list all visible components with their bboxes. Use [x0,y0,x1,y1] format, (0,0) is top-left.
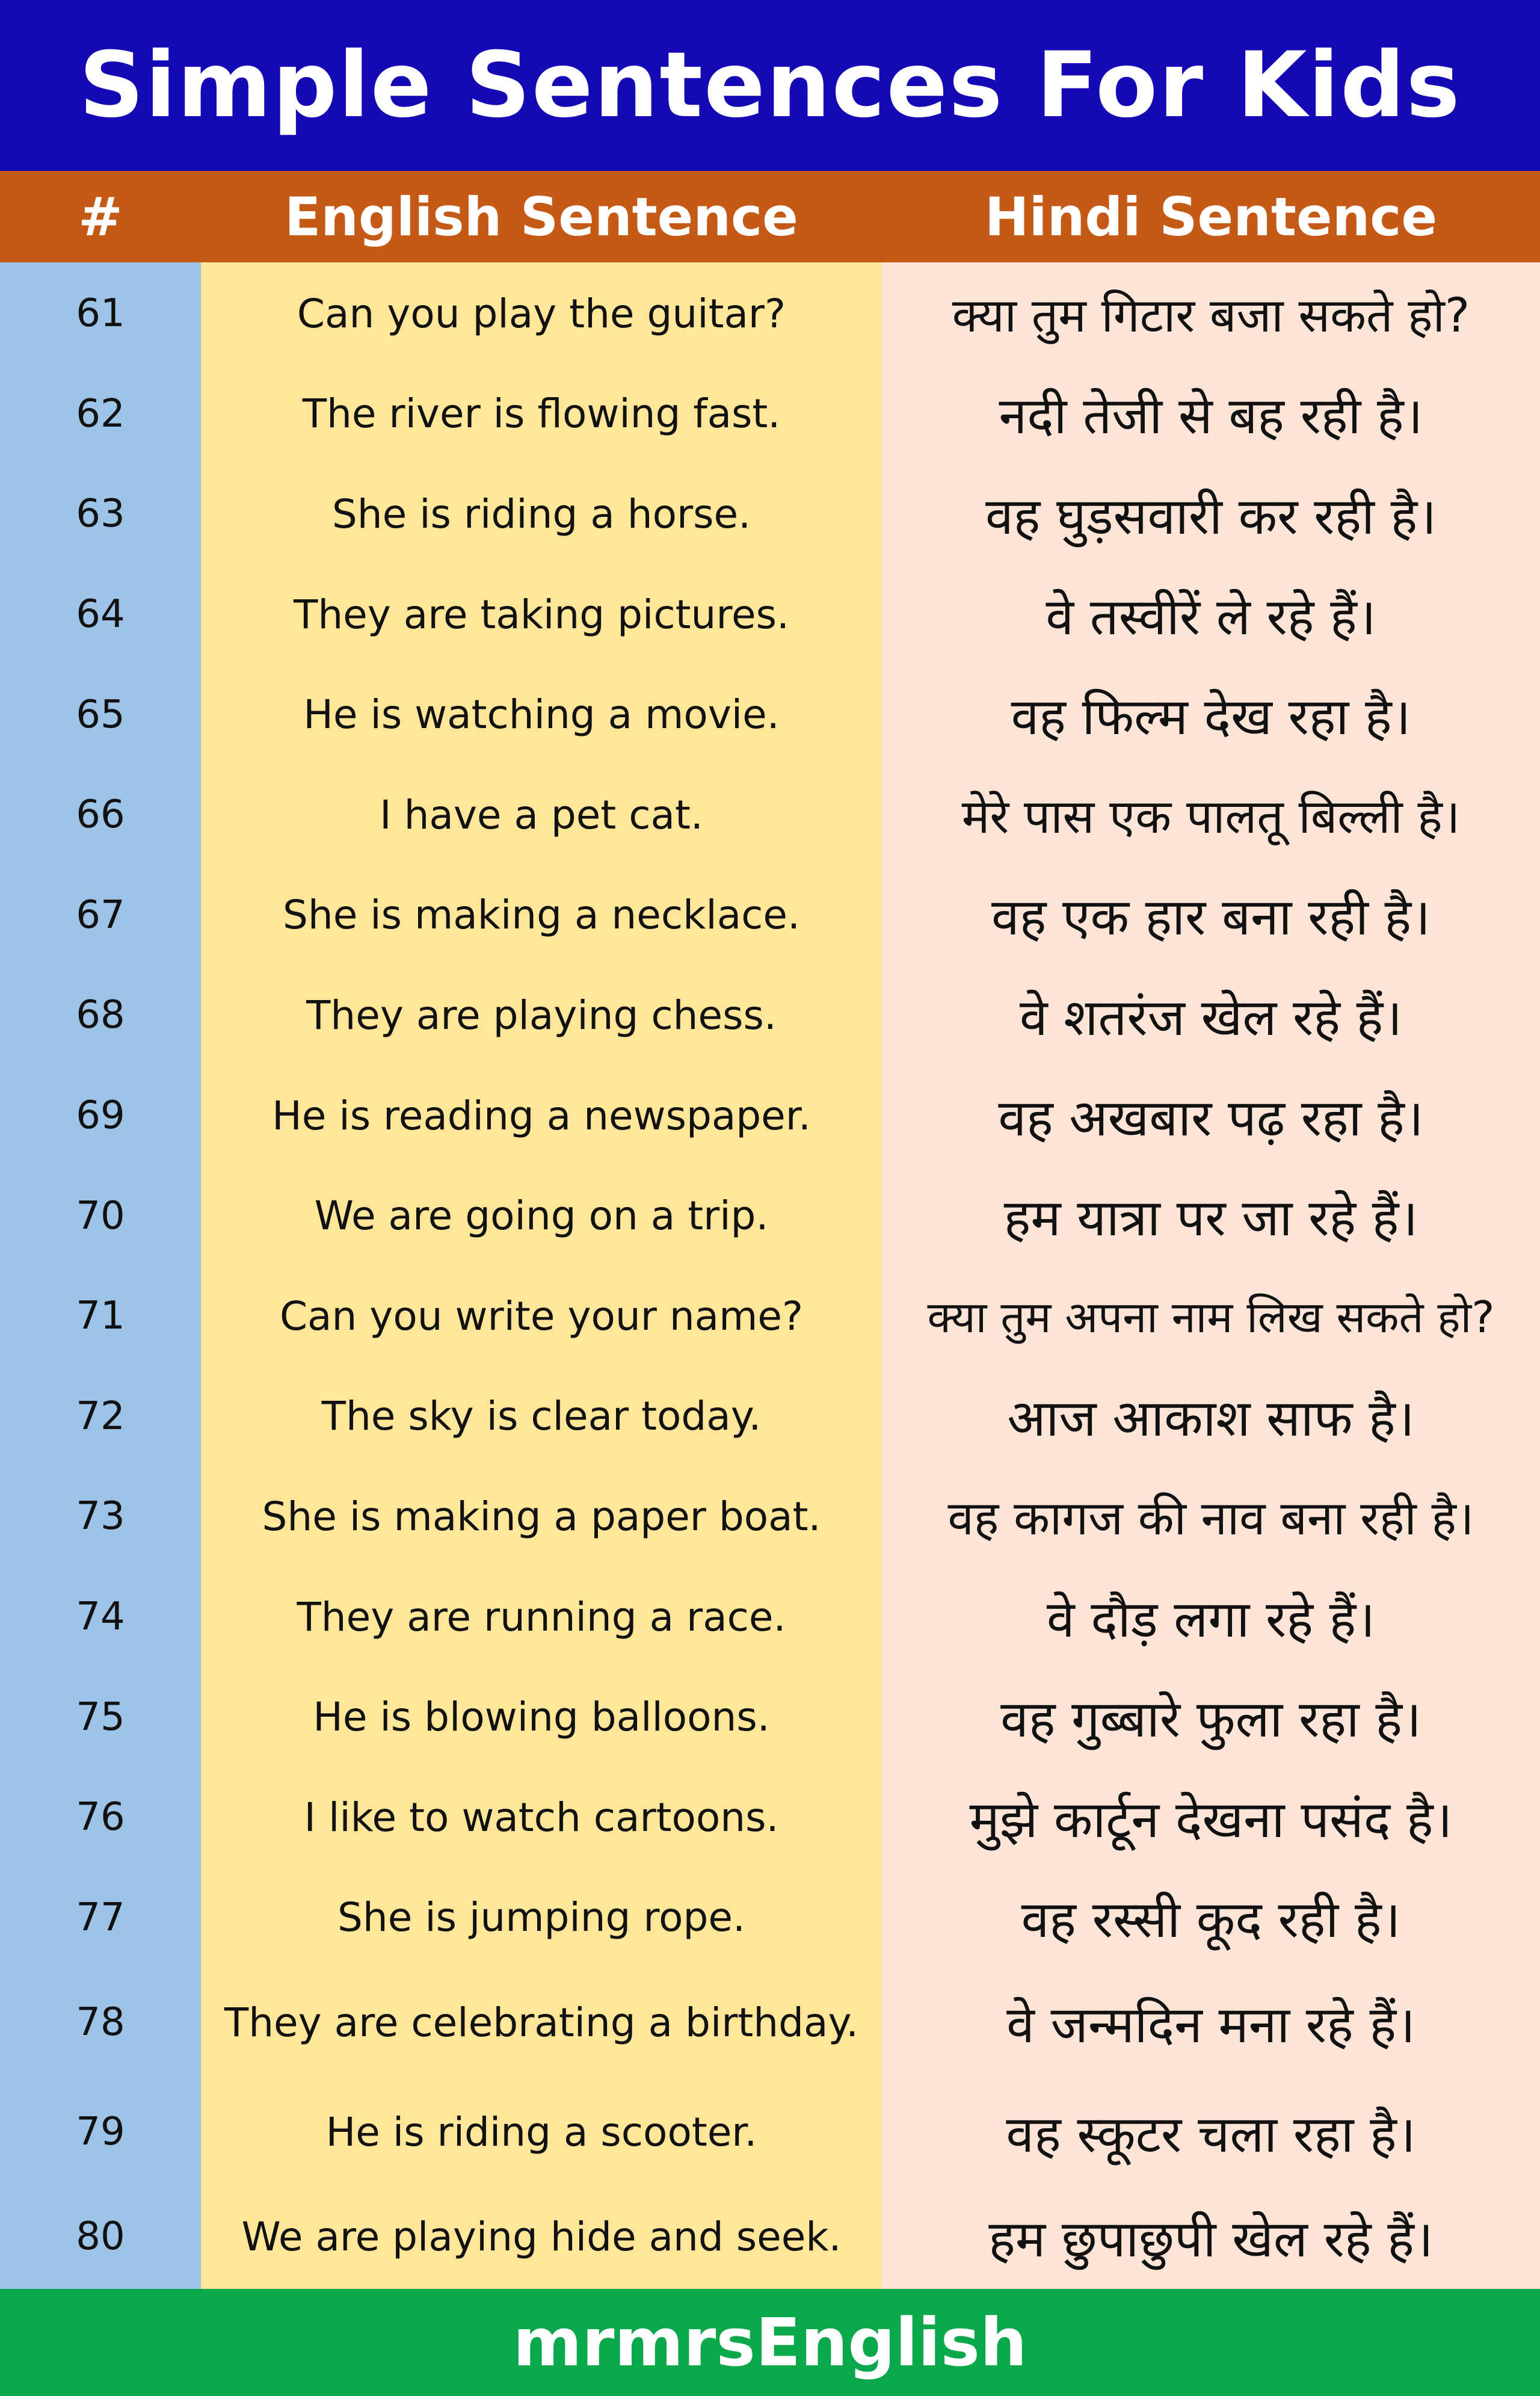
hindi-sentence: मेरे पास एक पालतू बिल्ली है। [961,790,1461,845]
table-row [0,1968,1540,2077]
row-number: 77 [76,1895,125,1940]
hindi-sentence: वे तस्वीरें ले रहे हैं। [1046,587,1376,646]
table-row [0,464,1540,564]
english-sentence: They are taking pictures. [294,591,789,638]
table-row [0,564,1540,665]
hindi-sentence: वह अखबार पढ़ रहा है। [998,1088,1424,1147]
row-number: 69 [76,1093,125,1138]
english-sentence: He is blowing balloons. [313,1694,770,1741]
row-number: 68 [76,993,125,1038]
hindi-sentence: क्या तुम गिटार बजा सकते हो? [952,289,1470,344]
hindi-sentence: मुझे कार्टून देखना पसंद है। [969,1789,1453,1849]
header-hindi: Hindi Sentence [984,185,1438,248]
hindi-sentence: वह घुड़सवारी कर रही है। [985,486,1437,546]
hindi-sentence: हम यात्रा पर जा रहे हैं। [1003,1188,1418,1248]
hindi-sentence: वे शतरंज खेल रहे हैं। [1019,987,1403,1047]
row-number: 66 [76,792,125,838]
table-row [0,1667,1540,1767]
hindi-sentence: वह कागज की नाव बना रही है। [947,1492,1474,1546]
english-sentence: She is making a necklace. [282,892,801,939]
row-number: 65 [76,692,125,737]
row-number: 80 [76,2214,125,2259]
table-row [0,1868,1540,1968]
hindi-sentence: नदी तेजी से बह रही है। [999,386,1423,446]
page-title: Simple Sentences For Kids [79,33,1461,138]
table-row [0,865,1540,966]
hindi-sentence: वह फिल्म देख रहा है। [1011,687,1411,747]
table-row [0,2187,1540,2287]
english-sentence: The river is flowing fast. [302,391,781,437]
brand-name: mrmrsEnglish [513,2304,1027,2381]
row-number: 76 [76,1795,125,1840]
english-sentence: She is jumping rope. [337,1894,745,1941]
english-sentence: We are going on a trip. [314,1193,769,1240]
table-row [0,664,1540,765]
english-sentence: They are celebrating a birthday. [224,1999,859,2046]
row-number: 78 [76,2000,125,2045]
hindi-sentence: वे दौड़ लगा रहे हैं। [1046,1589,1376,1649]
table-row [0,1166,1540,1266]
english-sentence: The sky is clear today. [321,1393,762,1440]
header-english: English Sentence [285,185,798,248]
table-row [0,765,1540,865]
row-number: 71 [76,1294,125,1339]
hindi-sentence: वह स्कूटर चला रहा है। [1006,2104,1416,2164]
row-number: 72 [76,1394,125,1439]
table-row [0,264,1540,364]
table-row [0,2077,1540,2187]
hindi-sentence: आज आकाश साफ है। [1007,1389,1415,1448]
row-number: 73 [76,1494,125,1539]
hindi-sentence: क्या तुम अपना नाम लिख सकते हो? [927,1292,1495,1343]
table-header [0,171,1540,262]
row-number: 61 [76,291,125,336]
hindi-sentence: वह रस्सी कूद रही है। [1021,1890,1401,1950]
hindi-sentence: वे जन्मदिन मना रहे हैं। [1006,1995,1415,2054]
header-number: # [78,185,123,248]
table-row [0,1066,1540,1166]
table-row [0,1767,1540,1868]
hindi-sentence: वह एक हार बना रही है। [991,888,1431,947]
row-number: 74 [76,1595,125,1640]
row-number: 79 [76,2110,125,2155]
table-row [0,1567,1540,1667]
row-number: 62 [76,391,125,436]
table-row [0,965,1540,1066]
hindi-sentence: हम छुपाछुपी खेल रहे हैं। [988,2209,1434,2268]
english-sentence: They are running a race. [297,1593,786,1640]
hindi-sentence: वह गुब्बारे फुला रहा है। [1000,1690,1421,1749]
table-row [0,364,1540,465]
english-sentence: He is reading a newspaper. [272,1092,811,1139]
row-number: 63 [76,492,125,537]
english-sentence: She is making a paper boat. [262,1493,821,1540]
table-row [0,1466,1540,1567]
english-sentence: Can you play the guitar? [297,290,786,337]
english-sentence: Can you write your name? [279,1292,804,1339]
english-sentence: She is riding a horse. [331,490,751,537]
footer-banner [0,2289,1540,2396]
english-sentence: He is riding a scooter. [325,2108,757,2155]
title-banner [0,0,1540,171]
english-sentence: I like to watch cartoons. [304,1794,779,1841]
english-sentence: I have a pet cat. [380,791,703,838]
table-body [0,262,1540,2289]
table-row [0,1266,1540,1366]
row-number: 64 [76,592,125,637]
table-row [0,1366,1540,1467]
row-number: 70 [76,1193,125,1238]
english-sentence: He is watching a movie. [303,691,780,738]
row-number: 75 [76,1694,125,1740]
english-sentence: They are playing chess. [306,992,777,1039]
english-sentence: We are playing hide and seek. [241,2213,842,2260]
row-number: 67 [76,892,125,937]
